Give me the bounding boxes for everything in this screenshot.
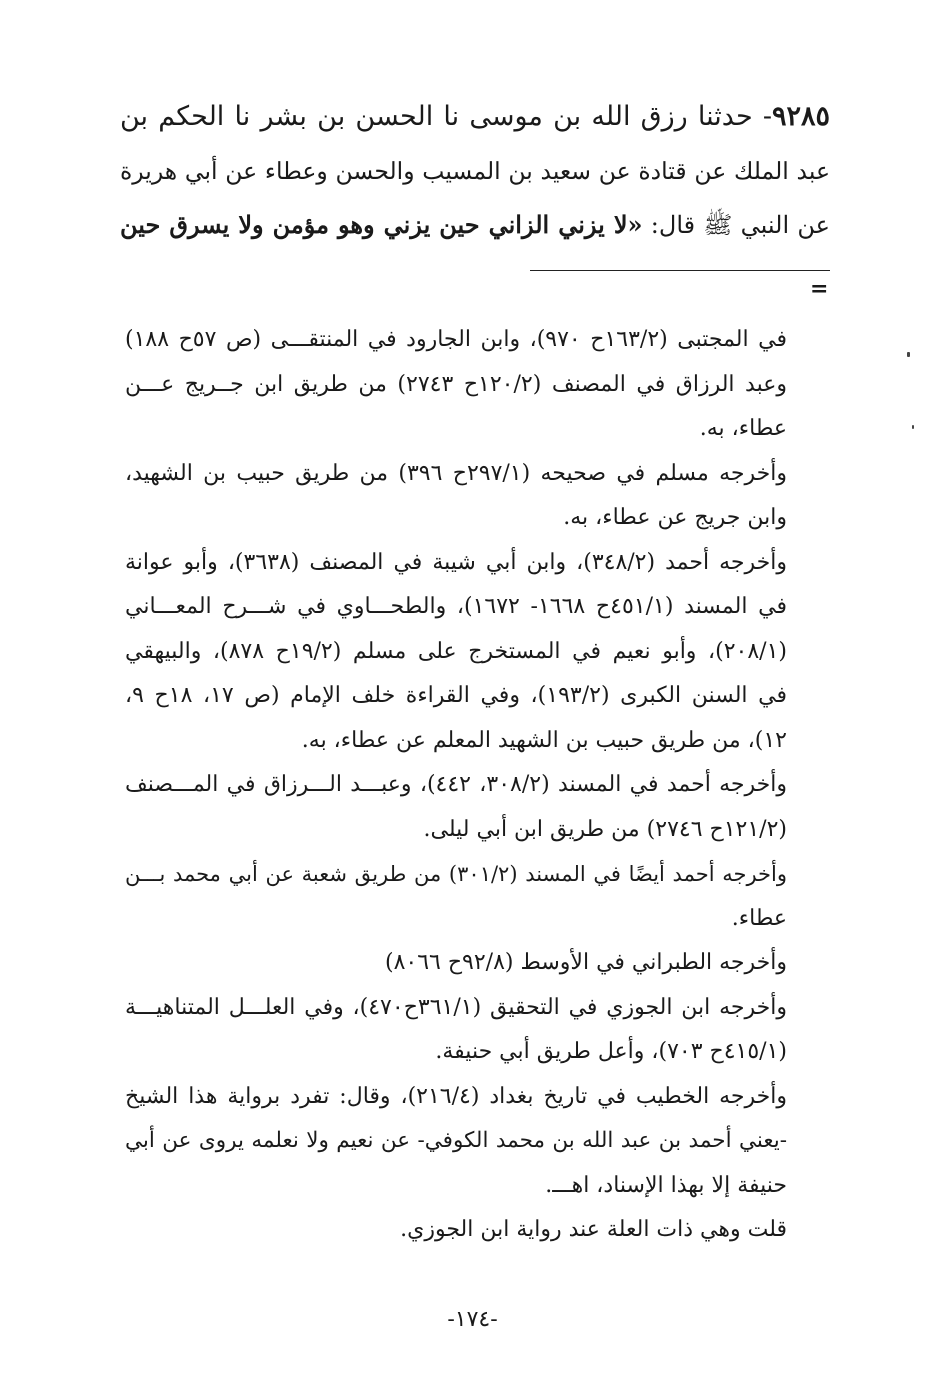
hadith-line-3 — [120, 198, 830, 252]
hadith-line-2: عبد الملك عن قتادة عن سعيد بن المسيب والحسن وعطاء عن أبي هريرة — [120, 157, 830, 185]
footnote-line: (١٢١/٢ح ٢٧٤٦) من طريق ابن أبي ليلى. — [423, 816, 787, 842]
hadith-line-1-text: - حدثنا رزق الله بن موسى نا الحسن بن بشر نا الحكم بن — [120, 101, 772, 132]
footnote-line: في السنن الكبرى (١٩٣/٢)، وفي القراءة خلف الإمام (ص ١٧، ١٨ح ٩، — [125, 683, 787, 708]
footnote-line: وأخرجه الخطيب في تاريخ بغداد (٢١٦/٤)، وقال: تفرد برواية هذا الشيخ — [125, 1083, 787, 1109]
footnote-line: وأخرجه مسلم في صحيحه (٢٩٧/١ح ٣٩٦) من طريق حبيب بن الشهيد، — [125, 460, 787, 486]
footnote-line: عطاء. — [731, 905, 787, 931]
footnote-line: ١٢)، من طريق حبيب بن الشهيد المعلم عن عطاء، به. — [301, 727, 787, 753]
footnote-line: قلت وهي ذات العلة عند رواية ابن الجوزي. — [400, 1217, 787, 1242]
hadith-line-1 — [120, 90, 830, 144]
footnote-line: وابن جريج عن عطاء، به. — [563, 505, 787, 530]
footnote-separator — [530, 270, 830, 271]
footnote-line: وأخرجه أحمد أيضًا في المسند (٣٠١/٢) من طريق شعبة عن أبي محمد بـــن — [125, 862, 788, 886]
footnote-line: وأخرجه أحمد (٣٤٨/٢)، وابن أبي شيبة في المصنف (٣٦٣٨)، وأبو عوانة — [125, 549, 787, 575]
footnote-continuation-mark: = — [810, 276, 829, 302]
footnote-line: وأخرجه الطبراني في الأوسط (٩٢/٨ح ٨٠٦٦) — [384, 950, 787, 975]
footnote-line: في المجتبى (١٦٣/٢ح ٩٧٠)، وابن الجارود في المنتقـــى (ص ٥٧ح ١٨٨) — [125, 327, 787, 352]
hadith-number: ٩٢٨٥ — [771, 101, 830, 132]
footnote-line: في المسند (٤٥١/١ح ١٦٦٨- ١٦٧٢)، والطحـــاوي في شـــرح المعـــاني — [125, 594, 787, 619]
hadith-line-3-intro: عن النبي ﷺ قال: — [642, 211, 831, 239]
hadith-matn: «لا يزني الزاني حين يزني وهو مؤمن ولا يسرق حين — [120, 210, 643, 239]
footnote-line: -يعني أحمد بن عبد الله بن محمد الكوفي- عن نعيم ولا نعلمه يروى عن أبي — [125, 1128, 787, 1153]
footnote-line: وأخرجه ابن الجوزي في التحقيق (٣٦١/١ح٤٧٠)، وفي العلـــل المتناهيـــة — [125, 994, 787, 1020]
scan-speck — [907, 352, 910, 357]
footnote-line: حنيفة إلا بهذا الإسناد، اهـــ. — [545, 1172, 787, 1198]
hadith-text — [120, 90, 830, 252]
footnote-line: (٤١٥/١ح ٧٠٣)، وأعل طريق أبي حنيفة. — [435, 1039, 787, 1064]
footnotes — [125, 318, 787, 1253]
page-number: -١٧٤- — [447, 1307, 498, 1332]
footnote-line: (٢٠٨/١)، وأبو نعيم في المستخرج على مسلم (١٩/٢ح ٨٧٨)، والبيهقي — [125, 638, 787, 664]
scan-speck — [912, 425, 914, 429]
footnote-line: وأخرجه أحمد في المسند (٣٠٨/٢، ٤٤٢)، وعبـــد الـــرزاق في المـــصنف — [125, 772, 787, 797]
footnote-line: وعبد الرزاق في المصنف (١٢٠/٢ح ٢٧٤٣) من طريق ابن جــريج عـــن — [125, 371, 787, 397]
footnote-line: عطاء، به. — [699, 416, 787, 441]
